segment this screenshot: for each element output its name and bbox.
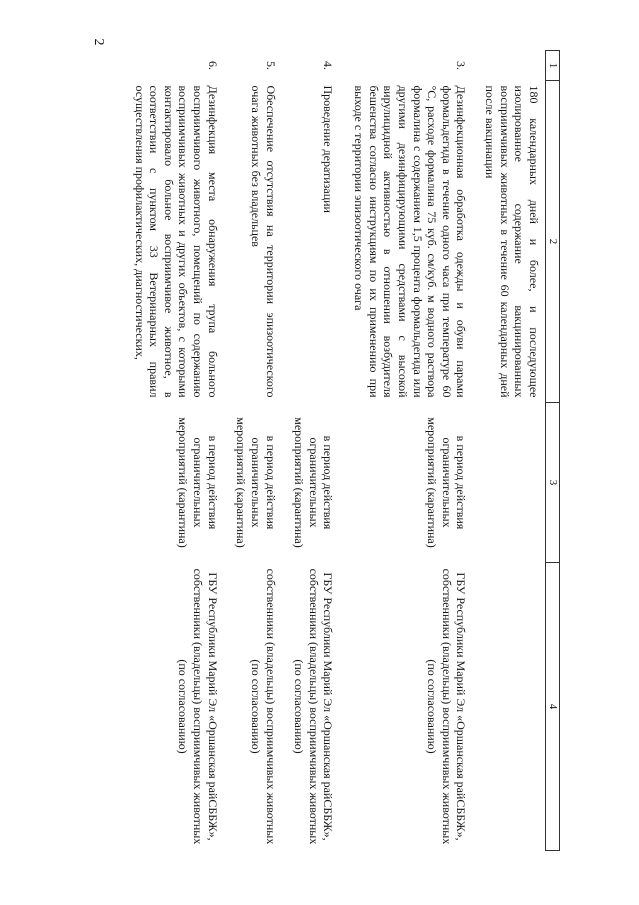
- table-row: [352, 51, 483, 851]
- table-row: [132, 51, 234, 851]
- measure-responsible: собственники (владельцы) восприимчивых животных (по согласованию): [249, 568, 278, 845]
- measure-description: Проведение дератизации: [321, 85, 336, 213]
- measure-description: 180 календарных дней и более, и последующее изолированное содержание вакцинированных восприимчивых животных в течение 60 календарных дней после вакцинации: [483, 85, 541, 398]
- measure-responsible: ГБУ Республики Марий Эл «Оршанская райСББЖ», собственники (владельцы) восприимчивых животных (по согласованию): [292, 568, 336, 845]
- column-header-1: 1: [546, 51, 560, 81]
- column-header-4: 4: [546, 563, 560, 851]
- measure-responsible: ГБУ Республики Марий Эл «Оршанская райСББЖ», собственники (владельцы) восприимчивых животных (по согласованию): [425, 568, 469, 845]
- measure-description: Дезинфекционная обработка одежды и обуви парами формальдегида в течение одного часа при температуре 60 °С, расходе формалина 75 куб. см/куб. м водного раствора формалина с содержанием 1,5 процента формальдегида или другими дезинфицирующими средствами с высокой вирулицидной активностью в отношении возбудителя бешенства согласно инструкциям по их применению при выходе с территории эпизоотического очага: [352, 85, 469, 398]
- measure-description: Дезинфекция места обнаружения трупа больного восприимчивого животного, помещений по содержанию восприимчивых животных и других объектов, с которыми контактировало больное восприимчивое животное, в соответствии с пунктом 33 Ветеринарных правил осуществления профилактических, диагностических,: [132, 85, 220, 398]
- measure-responsible: [483, 563, 546, 851]
- table-row: [234, 51, 292, 851]
- rotated-page: [100, 50, 560, 850]
- column-header-3: 3: [546, 403, 560, 563]
- page-number: 2: [91, 38, 106, 46]
- measure-responsible: ГБУ Республики Марий Эл «Оршанская райСББЖ», собственники (владельцы) восприимчивых животных (по согласованию): [176, 568, 220, 845]
- row-number: 4.: [321, 61, 336, 70]
- measure-description: Обеспечение отсутствия на территории эпизоотического очага животных без владельцев: [249, 85, 278, 398]
- table-row: [483, 51, 546, 851]
- row-number: 6.: [205, 61, 220, 70]
- measure-period: в период действия ограничительных мероприятий (карантина): [176, 417, 220, 548]
- row-number: 5.: [263, 61, 278, 70]
- measures-table: [132, 50, 560, 851]
- table-row: [292, 51, 352, 851]
- row-number: [483, 51, 546, 81]
- row-number: 3.: [454, 61, 469, 70]
- measure-period: в период действия ограничительных мероприятий (карантина): [292, 417, 336, 548]
- measure-period: [483, 403, 546, 563]
- measure-period: в период действия ограничительных мероприятий (карантина): [234, 417, 278, 548]
- column-number-row: [546, 51, 560, 851]
- measure-period: в период действия ограничительных мероприятий (карантина): [425, 417, 469, 548]
- column-header-2: 2: [546, 81, 560, 403]
